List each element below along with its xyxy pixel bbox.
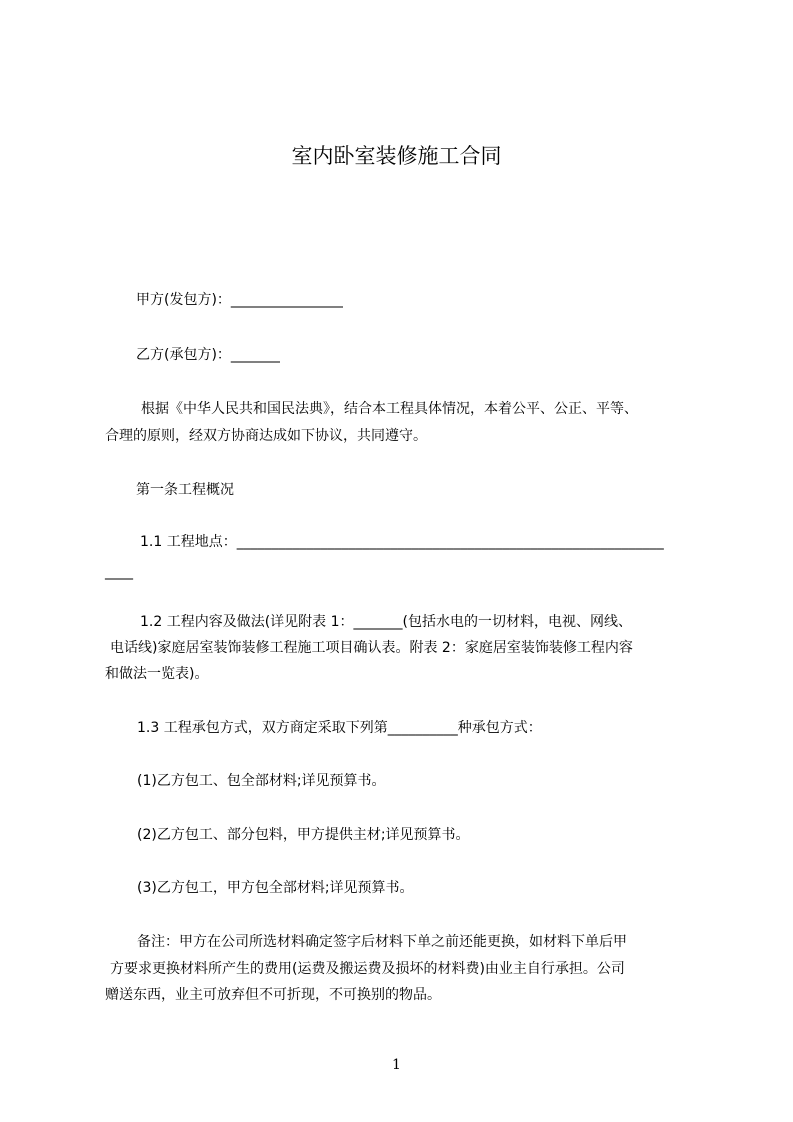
remark-line-1: 备注：甲方在公司所选材料确定签字后材料下单之前还能更换，如材料下单后甲: [137, 934, 627, 950]
option-1: (1)乙方包工、包全部材料;详见预算书。: [137, 773, 386, 789]
clause-1-3: 1.3 工程承包方式，双方商定采取下列第__________种承包方式：: [137, 720, 542, 736]
option-2: (2)乙方包工、部分包料，甲方提供主材;详见预算书。: [137, 827, 470, 843]
party-a-line: 甲方(发包方)：________________: [136, 292, 343, 308]
preamble-line-2: 合理的原则，经双方协商达成如下协议，共同遵守。: [105, 428, 427, 444]
clause-1-1-line-2: ____: [105, 564, 133, 580]
option-3: (3)乙方包工，甲方包全部材料;详见预算书。: [137, 880, 414, 896]
clause-1-1-line-1: 1.1 工程地点：_____________________________________________________________: [140, 534, 664, 550]
clause-1-2-line-2: 电话线)家庭居室装饰装修工程施工项目确认表。附表 2：家庭居室装饰装修工程内容: [110, 640, 633, 656]
clause-1-2-line-3: 和做法一览表)。: [105, 666, 209, 682]
document-title: 室内卧室装修施工合同: [291, 144, 502, 168]
article-1-heading: 第一条工程概况: [136, 482, 234, 498]
page-number: 1: [392, 1057, 401, 1073]
remark-line-2: 方要求更换材料所产生的费用(运费及搬运费及损坏的材料费)由业主自行承担。公司: [110, 961, 625, 977]
preamble-line-1: 根据《中华人民共和国民法典》，结合本工程具体情况，本着公平、公正、平等、: [141, 401, 638, 417]
party-b-line: 乙方(承包方)：_______: [136, 347, 280, 363]
remark-line-3: 赠送东西，业主可放弃但不可折现，不可换别的物品。: [105, 987, 441, 1003]
clause-1-2-line-1: 1.2 工程内容及做法(详见附表 1：_______(包括水电的一切材料，电视、网线、: [140, 614, 632, 630]
